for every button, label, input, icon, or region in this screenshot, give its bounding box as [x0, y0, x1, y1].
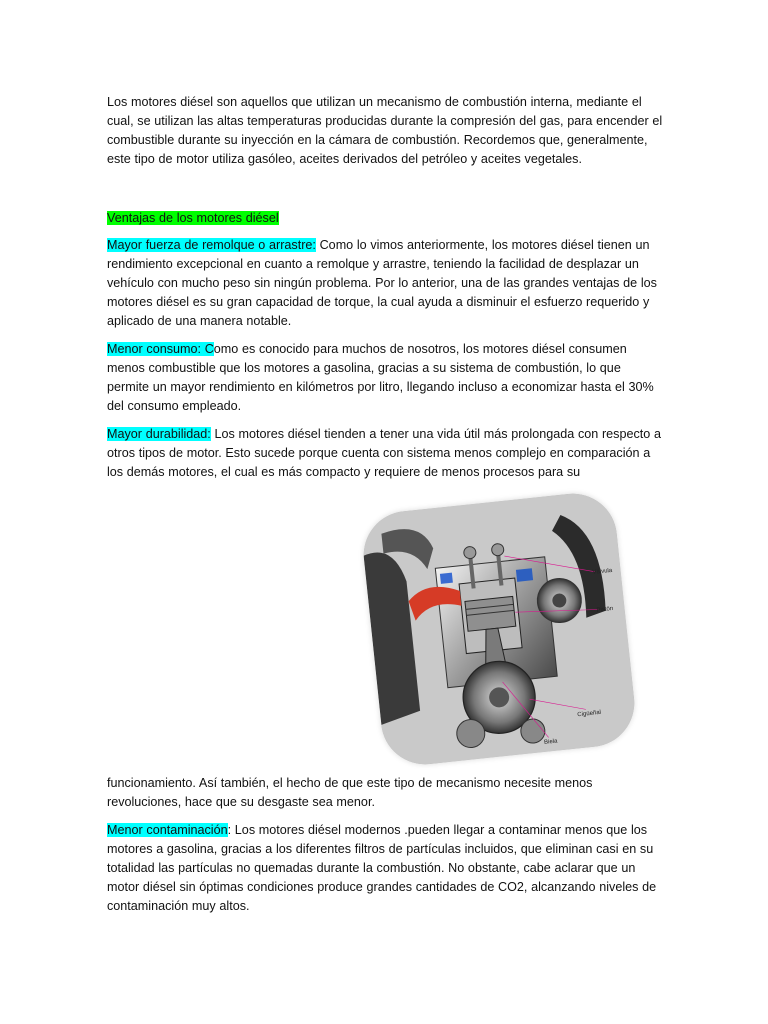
label-rod: Biela: [543, 738, 558, 746]
section-paragraph-pollution: [107, 821, 663, 916]
section-title-consumption: Menor consumo: C: [107, 342, 214, 356]
section-body-pollution: : Los motores diésel modernos .pueden llegar a contaminar menos que los motores a gasolina, gracias a los diferentes filtros de partículas incluidos, que eliminan casi en su totalidad las partículas no quemadas durante la combustión. No obstante, cabe aclarar que un motor diésel sin óptimas condiciones produce grandes cantidades de CO2, alcanzando niveles de contaminación muy altos.: [107, 823, 657, 913]
section-title-pollution: Menor contaminación: [107, 823, 228, 837]
continuation-paragraph: funcionamiento. Así también, el hecho de que este tipo de mecanismo necesite menos revoluciones, hace que su desgaste sea menor.: [107, 776, 593, 809]
section-paragraph-consumption: [107, 340, 663, 416]
engine-image-card: [359, 489, 638, 768]
engine-illustration: [368, 498, 630, 760]
section-title-durability: Mayor durabilidad:: [107, 427, 211, 441]
section-paragraph-durability: [107, 425, 663, 482]
section-heading: [107, 209, 663, 228]
section-paragraph-towing: [107, 236, 663, 331]
intro-paragraph: Los motores diésel son aquellos que utilizan un mecanismo de combustión interna, mediante el cual, se utilizan las altas temperaturas producidas durante la compresión del gas, para encender el combustible durante su inyección en la cámara de combustión. Recordemos que, generalmente, este tipo de motor utiliza gasóleo, aceites derivados del petróleo y aceites vegetales.: [107, 95, 663, 166]
section-title-towing: Mayor fuerza de remolque o arrastre:: [107, 238, 316, 252]
heading-highlight: Ventajas de los motores diésel: [107, 211, 279, 225]
section-body-consumption: omo es conocido para muchos de nosotros, los motores diésel consumen menos combustible que los motores a gasolina, gracias a su sistema de combustión, lo que permite un mayor rendimiento en kilómetros por litro, llegando incluso a economizar hasta el 30% del consumo empleado.: [107, 342, 654, 413]
label-piston: Pistón: [596, 605, 614, 614]
document-body: [107, 93, 663, 491]
section-body-durability: Los motores diésel tienden a tener una vida útil más prolongada con respecto a otros tipos de motor. Esto sucede porque cuenta con sistema menos complejo en comparación a los demás motores, el cual es más compacto y requiere de menos procesos para su: [107, 427, 661, 479]
document-body-continued: [107, 774, 663, 925]
section-body-towing: Como lo vimos anteriormente, los motores diésel tienen un rendimiento excepcional en cuanto a remolque y arrastre, teniendo la facilidad de desplazar un vehículo con mucho peso sin ningún problema. Por lo anterior, una de las grandes ventajas de los motores diésel es su gran capacidad de torque, la cual ayuda a disminuir el esfuerzo requerido y aplicado de una manera notable.: [107, 238, 657, 328]
label-crankshaft: Cigüeñal: [577, 709, 602, 719]
engine-cutaway-image: [359, 489, 638, 768]
label-valve: Válvula: [592, 567, 613, 576]
